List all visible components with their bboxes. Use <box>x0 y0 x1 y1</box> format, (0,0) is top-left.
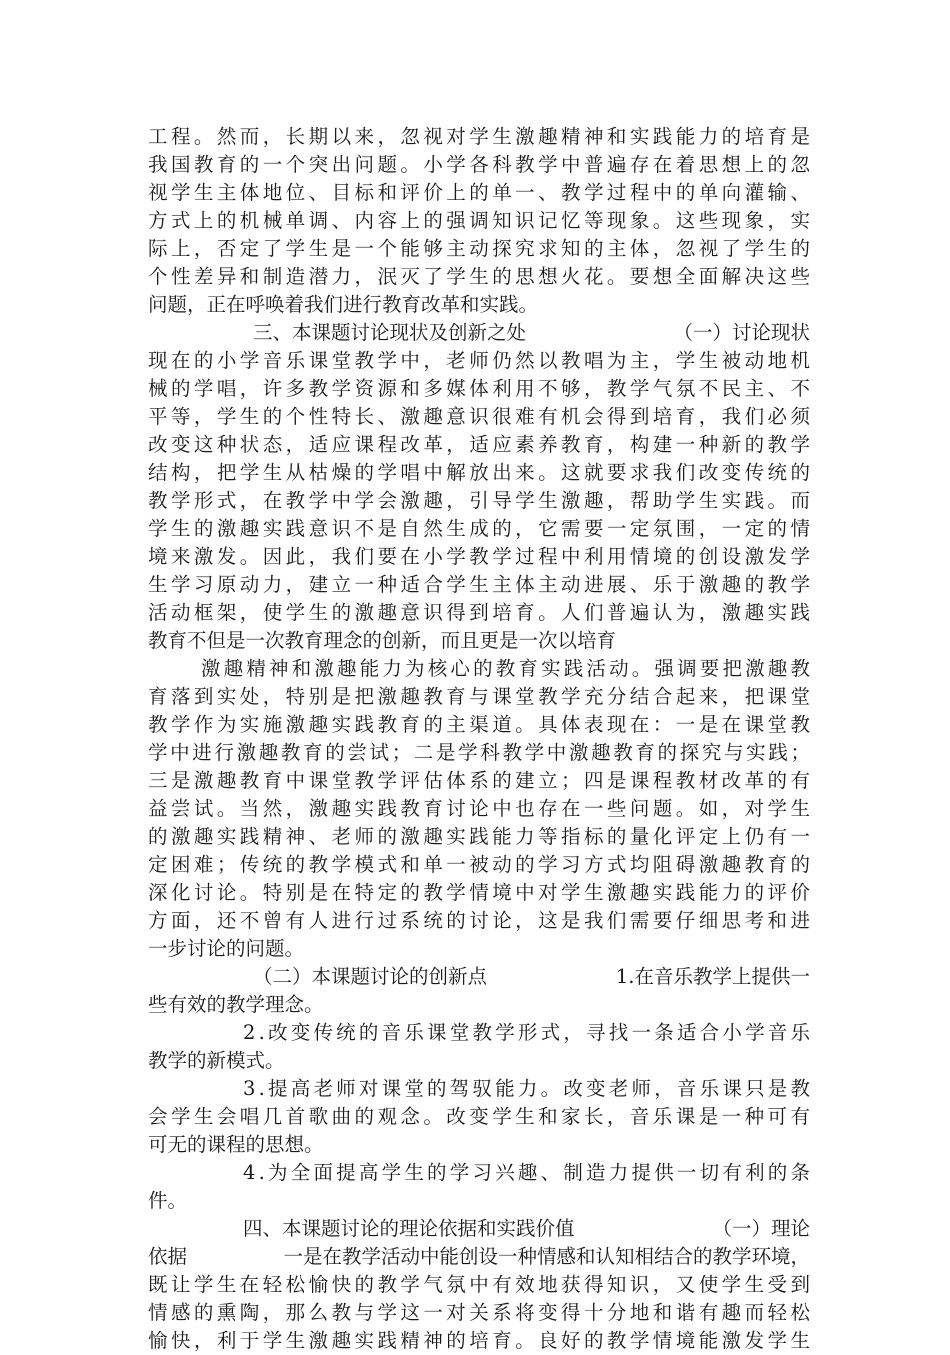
text-segment: 活动框架，使学生的激趣意识得到培育。人们普遍认为，激趣实践 <box>148 601 814 624</box>
text-segment: 平等，学生的个性特长、激趣意识很难有机会得到培育，我们必须 <box>148 405 814 428</box>
text-segment: 愉快，利于学生激趣实践精神的培育。良好的教学情境能激发学生 <box>148 1329 814 1352</box>
text-line <box>148 151 814 179</box>
text-line <box>148 207 814 235</box>
text-line <box>148 487 814 515</box>
text-line <box>148 963 810 991</box>
text-line <box>148 375 814 403</box>
text-segment: （一）讨论现状 <box>673 321 810 344</box>
text-line <box>148 459 814 487</box>
text-line <box>148 599 814 627</box>
text-line <box>148 1299 814 1327</box>
text-line <box>148 123 814 151</box>
text-segment: 育落到实处，特别是把激趣教育与课堂教学充分结合起来，把课堂 <box>148 685 814 708</box>
text-line <box>148 739 813 767</box>
text-line <box>148 627 810 655</box>
text-segment: 际上，否定了学生是一个能够主动探究求知的主体，忽视了学生的 <box>148 237 814 260</box>
text-segment: 个性差异和制造潜力，泯灭了学生的思想火花。要想全面解决这些 <box>148 265 814 288</box>
text-line <box>148 655 814 683</box>
text-segment: 教学形式，在教学中学会激趣，引导学生激趣，帮助学生实践。而 <box>148 489 814 512</box>
text-segment: 的激趣实践精神、老师的激趣实践能力等指标的量化评定上仍有一 <box>148 825 814 848</box>
text-segment: （二）本课题讨论的创新点 <box>253 965 488 988</box>
text-segment: 现在的小学音乐课堂教学中，老师仍然以教唱为主，学生被动地机 <box>148 349 814 372</box>
text-segment: 械的学唱，许多教学资源和多媒体利用不够，教学气氛不民主、不 <box>148 377 814 400</box>
text-segment: 四、本课题讨论的理论依据和实践价值 <box>243 1217 575 1240</box>
text-line <box>148 291 810 319</box>
text-line <box>148 431 814 459</box>
text-line <box>148 1019 814 1047</box>
text-segment: 生学习原动力，建立一种适合学生主体主动进展、乐于激趣的教学 <box>148 573 814 596</box>
text-line <box>148 543 814 571</box>
text-line <box>148 235 814 263</box>
text-line <box>148 1243 810 1271</box>
text-line <box>148 1075 814 1103</box>
text-line <box>148 711 814 739</box>
text-segment: 会学生会唱几首歌曲的观念。改变学生和家长，音乐课是一种可有 <box>148 1105 814 1128</box>
text-line <box>148 1159 814 1187</box>
text-line <box>148 515 814 543</box>
text-segment: 一是在教学活动中能创设一种情感和认知相结合的教学环境， <box>283 1245 810 1268</box>
text-line <box>148 1215 810 1243</box>
text-line <box>148 907 814 935</box>
text-segment: 方式上的机械单调、内容上的强调知识记忆等现象。这些现象，实 <box>148 209 814 232</box>
text-segment: 方面，还不曾有人进行过系统的讨论，这是我们需要仔细思考和进 <box>148 909 814 932</box>
text-segment: 三、本课题讨论现状及创新之处 <box>253 321 527 344</box>
text-segment: 深化讨论。特别是在特定的教学情境中对学生激趣实践能力的评价 <box>148 881 814 904</box>
text-segment: 情感的熏陶，那么教与学这一对关系将变得十分地和谐有趣而轻松 <box>148 1301 814 1324</box>
text-segment: 一步讨论的问题。 <box>148 937 305 960</box>
text-line <box>148 1327 814 1355</box>
text-segment: 3.提高老师对课堂的驾驭能力。改变老师，音乐课只是教 <box>243 1077 814 1100</box>
text-segment: 结构，把学生从枯燥的学唱中解放出来。这就要求我们改变传统的 <box>148 461 814 484</box>
text-line <box>148 795 814 823</box>
text-segment: 激趣精神和激趣能力为核心的教育实践活动。强调要把激趣教 <box>201 657 814 680</box>
text-segment: 学中进行激趣教育的尝试；二是学科教学中激趣教育的探究与实践； <box>148 741 813 764</box>
text-segment: 定困难；传统的教学模式和单一被动的学习方式均阻碍激趣教育的 <box>148 853 814 876</box>
text-line <box>148 1271 814 1299</box>
text-line <box>148 823 814 851</box>
text-line <box>148 571 814 599</box>
text-segment: 既让学生在轻松愉快的教学气氛中有效地获得知识，又使学生受到 <box>148 1273 814 1296</box>
text-segment: （一）理论 <box>712 1217 810 1240</box>
text-line <box>148 1103 814 1131</box>
text-segment: 些有效的教学理念。 <box>148 993 324 1016</box>
text-segment: 教学作为实施激趣实践教育的主渠道。具体表现在：一是在课堂教 <box>148 713 814 736</box>
text-line <box>148 1047 810 1075</box>
text-segment: 视学生主体地位、目标和评价上的单一、教学过程中的单向灌输、 <box>148 181 814 204</box>
text-segment: 件。 <box>148 1189 188 1212</box>
text-segment: 工程。然而，长期以来，忽视对学生激趣精神和实践能力的培育是 <box>148 125 814 148</box>
text-segment: 境来激发。因此，我们要在小学教学过程中利用情境的创设激发学 <box>148 545 814 568</box>
text-segment: 三是激趣教育中课堂教学评估体系的建立；四是课程教材改革的有 <box>148 769 814 792</box>
text-segment: 益尝试。当然，激趣实践教育讨论中也存在一些问题。如，对学生 <box>148 797 814 820</box>
text-line <box>148 935 810 963</box>
text-segment: 可无的课程的思想。 <box>148 1133 324 1156</box>
text-line <box>148 403 814 431</box>
text-line <box>148 767 814 795</box>
body-text <box>148 123 814 1355</box>
text-line <box>148 319 810 347</box>
text-line <box>148 1187 810 1215</box>
text-line <box>148 263 814 291</box>
text-segment: 教学的新模式。 <box>148 1049 285 1072</box>
text-segment: 改变这种状态，适应课程改革，适应素养教育，构建一种新的教学 <box>148 433 814 456</box>
text-line <box>148 179 814 207</box>
text-segment: 4.为全面提高学生的学习兴趣、制造力提供一切有利的条 <box>243 1161 814 1184</box>
text-segment: 学生的激趣实践意识不是自然生成的，它需要一定氛围，一定的情 <box>148 517 814 540</box>
text-line <box>148 683 814 711</box>
text-line <box>148 879 814 907</box>
text-segment: 依据 <box>148 1245 188 1268</box>
text-segment: 我国教育的一个突出问题。小学各科教学中普遍存在着思想上的忽 <box>148 153 814 176</box>
text-segment: 1.在音乐教学上提供一 <box>615 965 810 988</box>
text-segment: 教育不但是一次教育理念的创新，而且更是一次以培育 <box>148 629 617 652</box>
text-line <box>148 851 814 879</box>
text-line <box>148 347 814 375</box>
text-segment: 问题，正在呼唤着我们进行教育改革和实践。 <box>148 293 539 316</box>
text-line <box>148 991 810 1019</box>
text-line <box>148 1131 810 1159</box>
text-segment: 2.改变传统的音乐课堂教学形式，寻找一条适合小学音乐 <box>243 1021 814 1044</box>
